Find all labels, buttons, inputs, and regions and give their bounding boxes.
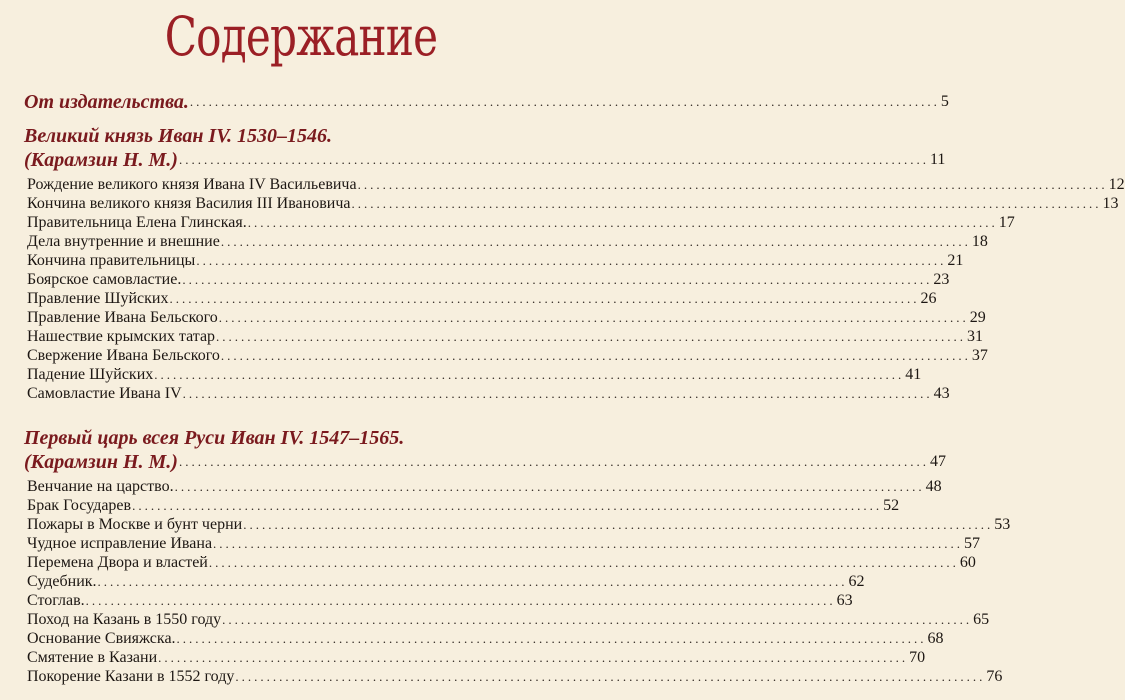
toc-entry-label: Перемена Двора и властей: [27, 554, 208, 571]
dot-leader: ........................................................................................................................: [247, 215, 998, 230]
dot-leader: ........................................................................................................................: [220, 348, 971, 363]
dot-leader: ........................................................................................................................: [174, 479, 925, 494]
toc-entry-label: Смятение в Казани: [27, 649, 158, 666]
dot-leader: ........................................................................................................................: [189, 94, 940, 109]
dot-leader: ........................................................................................................................: [213, 536, 964, 551]
toc-entry[interactable]: [24, 515, 1011, 534]
toc-section-2: [24, 426, 1011, 686]
section-author: (Карамзин Н. М.): [24, 149, 178, 171]
toc-entry-page: 41: [905, 366, 922, 383]
toc-section-1: [24, 124, 1125, 403]
dot-leader: ........................................................................................................................: [351, 196, 1102, 211]
toc-entry-page: 53: [994, 516, 1011, 533]
toc-entry-label: Судебник.: [27, 573, 97, 590]
toc-entry-page: 23: [933, 271, 950, 288]
toc-entry-page: 18: [971, 233, 988, 250]
toc-entry[interactable]: [24, 308, 986, 327]
toc-entry-page: 31: [967, 328, 984, 345]
toc-entry[interactable]: [24, 553, 976, 572]
dot-leader: ........................................................................................................................: [235, 669, 986, 684]
toc-entry-page: 62: [848, 573, 865, 590]
toc-intro: [24, 90, 949, 114]
toc-entry-page: 17: [998, 214, 1015, 231]
dot-leader: ........................................................................................................................: [208, 555, 959, 570]
toc-entry-label: Стоглав.: [27, 592, 85, 609]
dot-leader: ........................................................................................................................: [176, 631, 927, 646]
dot-leader: ........................................................................................................................: [178, 152, 929, 167]
toc-entry[interactable]: [24, 251, 964, 270]
toc-entry-label: Самовластие Ивана IV: [27, 385, 182, 402]
toc-entry[interactable]: [24, 667, 1003, 686]
toc-entry-page: 76: [986, 668, 1003, 685]
toc-entry-label: Рождение великого князя Ивана IV Васильевича: [27, 176, 357, 193]
toc-entry-label: Чудное исправление Ивана: [27, 535, 213, 552]
dot-leader: ........................................................................................................................: [218, 310, 969, 325]
dot-leader: ........................................................................................................................: [182, 272, 933, 287]
toc-entry[interactable]: [24, 327, 984, 346]
toc-entry[interactable]: [24, 213, 1015, 232]
toc-entry-label: Покорение Казани в 1552 году: [27, 668, 235, 685]
toc-entry[interactable]: [24, 365, 922, 384]
toc-entry-page: 43: [933, 385, 950, 402]
toc-entry-label: Венчание на царство.: [27, 478, 174, 495]
toc-entry-label: Дела внутренние и внешние: [27, 233, 220, 250]
toc-entry-page: 68: [927, 630, 944, 647]
toc-entry-label: Основание Свияжска.: [27, 630, 176, 647]
toc-entry[interactable]: [24, 591, 853, 610]
toc-entry-page: 48: [925, 478, 942, 495]
toc-entry-label: От издательства.: [24, 91, 189, 113]
toc-entry-label: Правление Ивана Бельского: [27, 309, 218, 326]
toc-entry[interactable]: [24, 90, 949, 114]
toc-entry[interactable]: [24, 232, 988, 251]
toc-entry-label: Свержение Ивана Бельского: [27, 347, 220, 364]
toc-entry-page: 13: [1102, 195, 1119, 212]
toc-entry-page: 65: [973, 611, 990, 628]
page-title: Содержание: [164, 5, 438, 68]
dot-leader: ........................................................................................................................: [85, 593, 836, 608]
toc-entry[interactable]: [24, 629, 944, 648]
dot-leader: ........................................................................................................................: [154, 367, 905, 382]
toc-entry-page: 37: [971, 347, 988, 364]
toc-entry-page: 70: [909, 649, 926, 666]
toc-entry[interactable]: [24, 270, 950, 289]
toc-entry[interactable]: [24, 450, 946, 474]
toc-entry-label: Пожары в Москве и бунт черни: [27, 516, 243, 533]
toc-entry[interactable]: [24, 610, 990, 629]
dot-leader: ........................................................................................................................: [196, 253, 947, 268]
toc-entry[interactable]: [24, 477, 942, 496]
dot-leader: ........................................................................................................................: [169, 291, 920, 306]
dot-leader: ........................................................................................................................: [243, 517, 994, 532]
toc-entry[interactable]: [24, 648, 926, 667]
dot-leader: ........................................................................................................................: [222, 612, 973, 627]
toc-entry[interactable]: [24, 384, 950, 403]
toc-entry-label: Правление Шуйских: [27, 290, 169, 307]
toc-entry[interactable]: [24, 346, 988, 365]
toc-entry[interactable]: [24, 194, 1119, 213]
dot-leader: ........................................................................................................................: [158, 650, 909, 665]
dot-leader: ........................................................................................................................: [178, 454, 929, 469]
dot-leader: ........................................................................................................................: [216, 329, 967, 344]
toc-entry-page: 60: [959, 554, 976, 571]
section-heading[interactable]: Первый царь всея Руси Иван IV. 1547–1565.: [24, 427, 405, 449]
toc-entry[interactable]: [24, 572, 865, 591]
toc-entry-page: 21: [947, 252, 964, 269]
section-heading[interactable]: Великий князь Иван IV. 1530–1546.: [24, 125, 332, 147]
toc-entry-label: Поход на Казань в 1550 году: [27, 611, 222, 628]
toc-entry-page: 26: [920, 290, 937, 307]
toc-entry-page: 57: [964, 535, 981, 552]
toc-entry[interactable]: [24, 534, 981, 553]
toc-entry-label: Нашествие крымских татар: [27, 328, 216, 345]
toc-entry-label: Брак Государев: [27, 497, 132, 514]
toc-entry-page: 5: [940, 93, 949, 110]
toc-entry-page: 63: [836, 592, 853, 609]
section-author: (Карамзин Н. М.): [24, 451, 178, 473]
toc-entry-label: Падение Шуйских: [27, 366, 154, 383]
toc-entry-page: 11: [929, 151, 946, 168]
toc-entry-page: 29: [969, 309, 986, 326]
toc-entry-page: 47: [929, 453, 946, 470]
toc-entry-page: 12: [1108, 176, 1125, 193]
dot-leader: ........................................................................................................................: [357, 177, 1108, 192]
dot-leader: ........................................................................................................................: [220, 234, 971, 249]
toc-entry[interactable]: [24, 175, 1125, 194]
dot-leader: ........................................................................................................................: [132, 498, 883, 513]
toc-entry-label: Боярское самовластие.: [27, 271, 182, 288]
toc-entry-label: Кончина великого князя Василия III Ивановича: [27, 195, 351, 212]
toc-entry-page: 52: [883, 497, 900, 514]
toc-entry[interactable]: [24, 289, 937, 308]
dot-leader: ........................................................................................................................: [182, 386, 933, 401]
dot-leader: ........................................................................................................................: [97, 574, 848, 589]
toc-entry-label: Кончина правительницы: [27, 252, 196, 269]
toc-entry[interactable]: [24, 496, 900, 515]
toc-entry[interactable]: [24, 148, 946, 172]
toc-entry-label: Правительница Елена Глинская.: [27, 214, 247, 231]
